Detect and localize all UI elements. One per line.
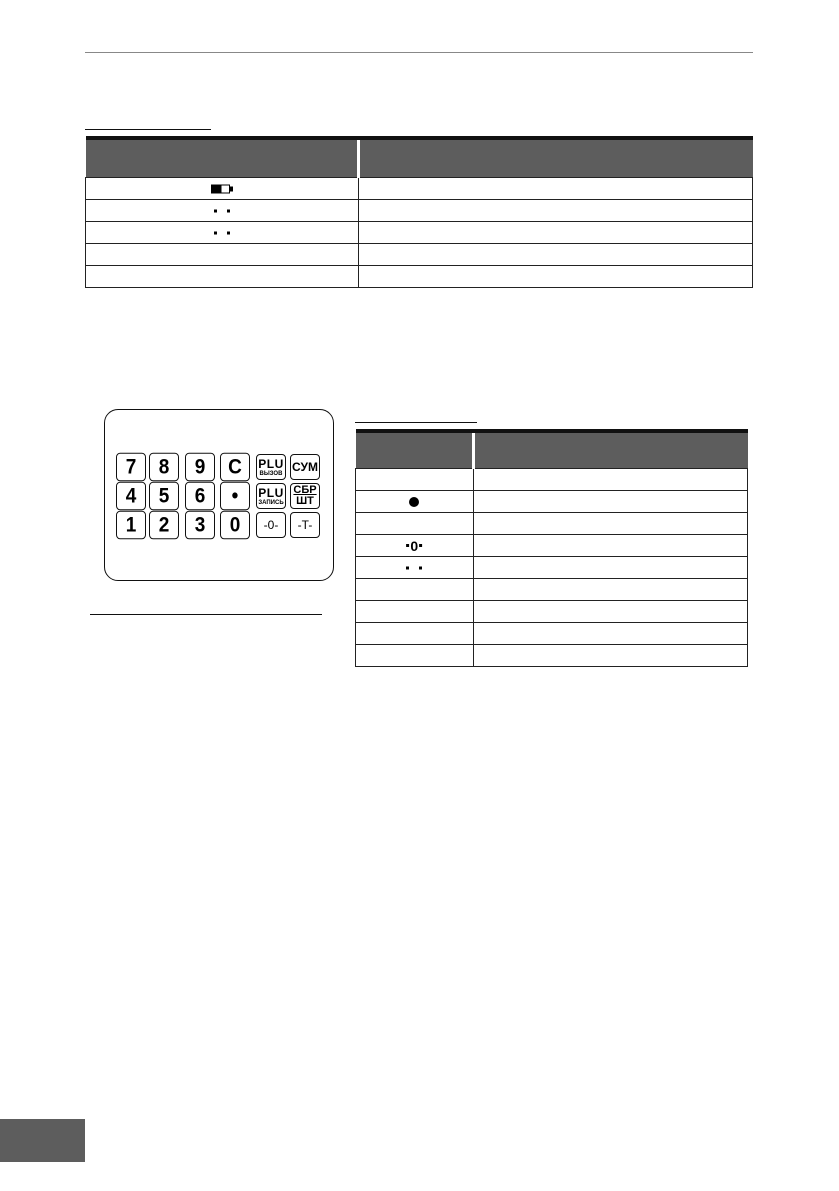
- table-row: [356, 491, 748, 513]
- table-row: [356, 469, 748, 491]
- symbol-cell: [356, 645, 474, 667]
- header-cell-symbol: [86, 138, 359, 178]
- symbol-cell: [356, 535, 474, 557]
- key-label: -T-: [297, 518, 313, 532]
- dots-icon: [214, 231, 230, 234]
- table-row: [86, 178, 753, 200]
- key-main-label: PLU: [258, 485, 284, 500]
- symbol-cell: [86, 222, 359, 244]
- key-1-button[interactable]: 1: [116, 511, 146, 540]
- description-cell: [473, 557, 748, 579]
- symbol-cell: [86, 200, 359, 222]
- symbol-cell: [356, 469, 474, 491]
- table-row: [356, 601, 748, 623]
- key-table: [355, 429, 748, 667]
- description-cell: [473, 601, 748, 623]
- symbol-cell: [356, 579, 474, 601]
- zero-icon-label: 0: [410, 537, 419, 554]
- keypad-panel: [104, 409, 334, 581]
- key-2-button[interactable]: 2: [149, 511, 179, 540]
- section-underline: [85, 129, 211, 130]
- key-c-button[interactable]: C: [220, 453, 250, 482]
- header-cell-key: [356, 431, 474, 469]
- dots-icon: [406, 566, 422, 569]
- symbol-cell: [356, 601, 474, 623]
- symbol-cell: [356, 557, 474, 579]
- description-cell: [473, 491, 748, 513]
- table-row: [356, 513, 748, 535]
- key-dot-button[interactable]: •: [220, 482, 250, 511]
- key-plu-recall-button[interactable]: [256, 454, 286, 480]
- description-cell: [358, 200, 753, 222]
- description-cell: [358, 178, 753, 200]
- key-sub-label: ВЫЗОВ: [259, 470, 283, 477]
- table-row: [356, 645, 748, 667]
- description-cell: [358, 266, 753, 288]
- indicator-table: [85, 136, 753, 288]
- key-7-button[interactable]: 7: [116, 453, 146, 482]
- key-4-button[interactable]: 4: [116, 482, 146, 511]
- description-cell: [473, 645, 748, 667]
- zero-icon: [406, 538, 422, 554]
- dots-icon: [214, 209, 230, 212]
- table-row: [356, 535, 748, 557]
- key-6-button[interactable]: 6: [185, 482, 215, 511]
- description-cell: [358, 222, 753, 244]
- table-header-row: [86, 138, 753, 178]
- description-cell: [473, 513, 748, 535]
- symbol-cell: [86, 178, 359, 200]
- table-header-row: [356, 431, 748, 469]
- key-label: -0-: [263, 518, 279, 532]
- description-cell: [358, 244, 753, 266]
- top-rule: [85, 52, 753, 53]
- header-cell-function: [473, 431, 748, 469]
- key-bottom-label: ШТ: [296, 495, 314, 507]
- key-reset-count-button[interactable]: [290, 483, 320, 509]
- keypad-caption-underline: [90, 614, 322, 615]
- key-0-button[interactable]: 0: [220, 511, 250, 540]
- key-main-label: PLU: [258, 456, 284, 471]
- key-5-button[interactable]: 5: [149, 482, 179, 511]
- key-9-button[interactable]: 9: [185, 453, 215, 482]
- table-row: [86, 222, 753, 244]
- symbol-cell: [356, 491, 474, 513]
- key-8-button[interactable]: 8: [149, 453, 179, 482]
- symbol-cell: [356, 623, 474, 645]
- key-sub-label: ЗАПИСЬ: [258, 499, 284, 506]
- stable-dot-icon: [409, 497, 419, 507]
- symbol-cell: [356, 513, 474, 535]
- description-cell: [473, 623, 748, 645]
- symbol-cell: [86, 266, 359, 288]
- key-plu-store-button[interactable]: [256, 483, 286, 509]
- key-top-label: СБР: [293, 484, 317, 496]
- key-zero-button[interactable]: [256, 512, 286, 538]
- key-sum-button[interactable]: СУМ: [290, 454, 320, 480]
- table-row: [356, 579, 748, 601]
- description-cell: [473, 579, 748, 601]
- table-row: [86, 244, 753, 266]
- table-row: [86, 266, 753, 288]
- page-tab-block: [0, 1119, 85, 1162]
- table-row: [356, 557, 748, 579]
- description-cell: [473, 535, 748, 557]
- key-table-underline: [355, 422, 477, 423]
- header-cell-description: [358, 138, 753, 178]
- key-tare-button[interactable]: [290, 512, 320, 538]
- description-cell: [473, 469, 748, 491]
- key-3-button[interactable]: 3: [185, 511, 215, 540]
- symbol-cell: [86, 244, 359, 266]
- battery-icon: [211, 184, 233, 193]
- table-row: [356, 623, 748, 645]
- table-row: [86, 200, 753, 222]
